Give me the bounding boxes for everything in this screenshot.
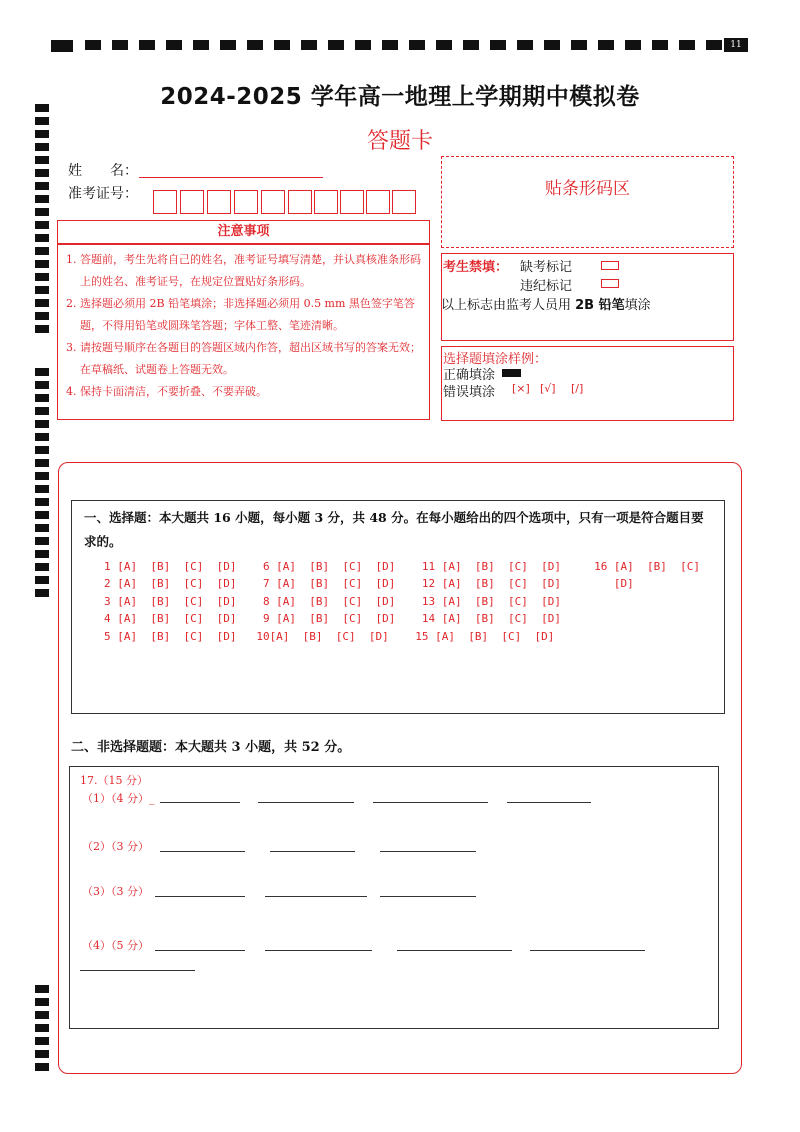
q17-part2-label: （2）（3 分） (82, 840, 149, 853)
notice-item: 1. 答题前，考生先将自己的姓名，准考证号填写清楚，并认真核准条形码上的姓名、准考证号，在规定位置贴好条形码。 (66, 253, 421, 288)
q17-part1-answer-line[interactable] (160, 802, 240, 803)
forbidden-label: 考生禁填： (443, 260, 509, 275)
q17-part2-answer-line[interactable] (160, 851, 245, 852)
answer-sheet-subtitle: 答题卡 (366, 129, 433, 154)
q17-part1-answer-line[interactable] (373, 802, 488, 803)
notice-heading: 注意事项 (57, 220, 430, 244)
section2-heading: 二、非选择题题：本大题共 3 小题，共 52 分。 (71, 740, 351, 755)
question-17-label: 17.（15 分） (80, 774, 148, 787)
name-field[interactable] (139, 177, 323, 178)
q17-part4-answer-line[interactable] (80, 970, 195, 971)
page-number: 11 (724, 38, 748, 52)
barcode-area (441, 156, 734, 248)
notice-item: 4. 保持卡面清洁，不要折叠、不要弄破。 (66, 385, 267, 398)
q17-part3-label: （3）（3 分） (82, 885, 149, 898)
q17-part4-label: （4）（5 分） (82, 939, 149, 952)
mc-row-4[interactable]: 4 [A] [B] [C] [D] 9 [A] [B] [C] [D] 14 [A] [B] [C] [D] (104, 612, 561, 625)
mc-row-5[interactable]: 5 [A] [B] [C] [D] 10[A] [B] [C] [D] 15 [A] [B] [C] [D] (104, 630, 555, 643)
wrong-mark-slash: [/] (571, 382, 584, 395)
wrong-mark-check: [√] (540, 382, 556, 395)
q17-part4-answer-line[interactable] (530, 950, 645, 951)
absent-mark-box[interactable] (601, 261, 619, 270)
q17-part3-answer-line[interactable] (380, 896, 476, 897)
mc-row-3[interactable]: 3 [A] [B] [C] [D] 8 [A] [B] [C] [D] 13 [A] [B] [C] [D] (104, 595, 561, 608)
q17-part1-label: （1）（4 分）_ (82, 792, 155, 805)
violation-mark-box[interactable] (601, 279, 619, 288)
wrong-fill-label: 错误填涂 (443, 385, 496, 400)
q17-part3-answer-line[interactable] (155, 896, 245, 897)
notice-list (57, 244, 430, 420)
barcode-area-label: 贴条形码区 (545, 179, 630, 199)
wrong-mark-x: [×] (512, 382, 530, 395)
name-label: 姓 名： (68, 163, 138, 179)
q17-part4-answer-line[interactable] (397, 950, 512, 951)
correct-fill-label: 正确填涂 (443, 368, 496, 383)
exam-title: 2024-2025 学年高一地理上学期期中模拟卷 (160, 84, 640, 110)
q17-part2-answer-line[interactable] (270, 851, 355, 852)
mc-row-2[interactable]: 2 [A] [B] [C] [D] 7 [A] [B] [C] [D] 12 [A] [B] [C] [D] [D] (104, 577, 634, 590)
q17-part3-answer-line[interactable] (265, 896, 367, 897)
q17-part1-answer-line[interactable] (507, 802, 591, 803)
section1-heading: 一、选择题：本大题共 16 小题，每小题 3 分，共 48 分。在每小题给出的四个选项中，只有一项是符合题目要求的。 (84, 510, 704, 549)
forbidden-note: 以上标志由监考人员用 2B 铅笔填涂 (441, 298, 651, 313)
correct-fill-sample (502, 369, 521, 377)
fill-sample-heading: 选择题填涂样例： (443, 352, 548, 367)
q17-part1-answer-line[interactable] (258, 802, 354, 803)
violation-label: 违纪标记 (520, 279, 573, 294)
notice-item: 3. 请按题号顺序在各题目的答题区域内作答，超出区域书写的答案无效；在草稿纸、试题卷上答题无效。 (66, 341, 421, 376)
q17-part4-answer-line[interactable] (155, 950, 245, 951)
q17-part2-answer-line[interactable] (380, 851, 476, 852)
question-17-box (69, 766, 719, 1029)
id-label: 准考证号： (68, 186, 138, 202)
q17-part4-answer-line[interactable] (265, 950, 372, 951)
notice-item: 2. 选择题必须用 2B 铅笔填涂；非选择题必须用 0.5 mm 黑色签字笔答题，不得用铅笔或圆珠笔答题；字体工整、笔迹清晰。 (66, 297, 415, 332)
mc-row-1[interactable]: 1 [A] [B] [C] [D] 6 [A] [B] [C] [D] 11 [A] [B] [C] [D] 16 [A] [B] [C] (104, 560, 701, 573)
absent-label: 缺考标记 (520, 260, 573, 275)
